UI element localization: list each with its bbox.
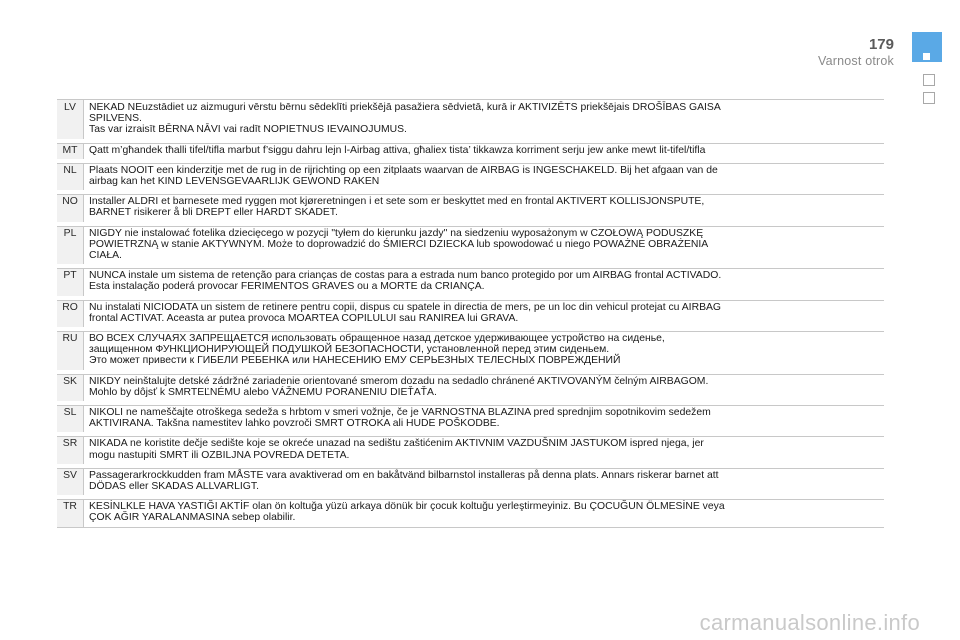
language-code: SL	[57, 403, 84, 434]
warning-line: NIKDY neinštalujte detské zádržné zariadenie orientované smerom dozadu na sedadlo chránené AKTIVOVANÝM čelným AIRBAGOM.	[89, 375, 709, 387]
warning-row	[57, 266, 884, 297]
warning-line: frontal ACTIVAT. Aceasta ar putea provoca MOARTEA COPILULUI sau RANIREA lui GRAVA.	[89, 312, 519, 324]
warning-row	[57, 497, 884, 527]
warning-text	[84, 141, 885, 161]
tab-marker-icon	[923, 53, 930, 60]
warning-text	[84, 298, 885, 329]
language-code: NO	[57, 192, 84, 223]
language-code: SV	[57, 466, 84, 497]
warning-line: mogu nastupiti SMRT ili OZBILJNA POVREDA DETETA.	[89, 449, 350, 461]
warning-line: Mohlo by dôjsť k SMRTEĽNÉMU alebo VÁŽNEMU PORANENIU DIEŤAŤA.	[89, 386, 437, 398]
page-number: 179	[868, 36, 894, 53]
warning-line: BARNET risikerer å bli DREPT eller HARDT SKADET.	[89, 207, 338, 219]
warning-line: SPILVENS.	[89, 113, 142, 125]
language-code: SK	[57, 372, 84, 403]
language-code: LV	[57, 100, 84, 141]
warning-line: CIAŁA.	[89, 250, 122, 262]
warning-line: NIGDY nie instalować fotelika dziecięcego w pozycji "tyłem do kierunku jazdy" na siedzeniu wyposażonym w CZOŁOWĄ PODUSZKĘ	[89, 227, 704, 239]
warning-line: Tas var izraisīt BĒRNA NĀVI vai radīt NOPIETNUS IEVAINOJUMUS.	[89, 124, 407, 136]
language-code: SR	[57, 434, 84, 465]
warning-text	[84, 497, 885, 527]
warning-row	[57, 141, 884, 161]
warning-text	[84, 161, 885, 192]
chapter-tab-active[interactable]	[912, 32, 942, 62]
warning-line: ВО ВСЕХ СЛУЧАЯХ ЗАПРЕЩАЕТСЯ использовать обращенное назад детское удерживающее устройство на сиденье,	[89, 333, 665, 345]
warning-text	[84, 466, 885, 497]
chapter-tab[interactable]	[923, 74, 935, 86]
language-code: TR	[57, 497, 84, 527]
language-code: RO	[57, 298, 84, 329]
warning-row	[57, 434, 884, 465]
warning-row	[57, 192, 884, 223]
warning-row	[57, 161, 884, 192]
warning-line: Plaats NOOIT een kinderzitje met de rug in de rijrichting op een zitplaats waarvan de AIRBAG is INGESCHAKELD. Bij het afgaan van de	[89, 164, 718, 176]
language-code: PL	[57, 224, 84, 267]
warning-line: POWIETRZNĄ w stanie AKTYWNYM. Może to doprowadzić do ŚMIERCI DZIECKA lub spowodować u niego POWAŻNE OBRAŻENIA	[89, 238, 709, 250]
language-code: MT	[57, 141, 84, 161]
warning-text	[84, 266, 885, 297]
section-title: Varnost otrok	[817, 54, 894, 68]
warning-line: защищенном ФУНКЦИОНИРУЮЩЕЙ ПОДУШКОЙ БЕЗОПАСНОСТИ, установленной перед этим сиденьем.	[89, 344, 610, 356]
warning-line: Esta instalação poderá provocar FERIMENTOS GRAVES ou a MORTE da CRIANÇA.	[89, 281, 485, 293]
warning-row	[57, 100, 884, 141]
language-code: PT	[57, 266, 84, 297]
warning-line: Passagerarkrockkudden fram MÅSTE vara avaktiverad om en bakåtvänd bilbarnstol installeras på denna plats. Annars riskerar barnet att	[89, 469, 719, 481]
warning-line: DÖDAS eller SKADAS ALLVARLIGT.	[89, 481, 259, 493]
warning-line: NUNCA instale um sistema de retenção para crianças de costas para a estrada num banco protegido por um AIRBAG frontal ACTIVADO.	[89, 270, 722, 282]
warning-text	[84, 403, 885, 434]
watermark: carmanualsonline.info	[699, 610, 920, 635]
warning-line: airbag kan het KIND LEVENSGEVAARLIJK GEWOND RAKEN	[89, 176, 380, 188]
warning-line: AKTIVIRANA. Takšna namestitev lahko povzroči SMRT OTROKA ali HUDE POŠKODBE.	[89, 418, 500, 430]
warning-line: Это может привести к ГИБЕЛИ РЕБЕНКА или НАНЕСЕНИЮ ЕМУ СЕРЬЕЗНЫХ ТЕЛЕСНЫХ ПОВРЕЖДЕНИЙ	[89, 355, 621, 367]
language-code: NL	[57, 161, 84, 192]
warning-row	[57, 298, 884, 329]
warning-line: ÇOK AĞIR YARALANMASINA sebep olabilir.	[89, 512, 296, 524]
warning-line: NEKAD NEuzstādiet uz aizmuguri vērstu bērnu sēdeklīti priekšējā pasažiera sēdvietā, kurā ir AKTIVIZĒTS priekšējais DROŠĪBAS GAISA	[89, 102, 721, 113]
warning-row	[57, 372, 884, 403]
warning-text	[84, 224, 885, 267]
warning-text	[84, 434, 885, 465]
warning-text	[84, 192, 885, 223]
warning-row	[57, 403, 884, 434]
warning-text	[84, 372, 885, 403]
airbag-warning-table	[57, 99, 884, 528]
warning-row	[57, 224, 884, 267]
warning-text	[84, 100, 885, 141]
warning-line: Qatt m’għandek tħalli tifel/tifla marbut f’siggu dahru lejn l-Airbag attiva, għaliex tista’ tikkawza korriment serju jew anke mewt lit-tifel/tifla	[89, 144, 706, 156]
warning-line: NIKADA ne koristite dečje sedište koje se okreće unazad na sedištu zaštićenim AKTIVNIM VAZDUŠNIM JASTUKOM ispred njega, jer	[89, 438, 704, 450]
warning-row	[57, 329, 884, 372]
chapter-tab[interactable]	[923, 92, 935, 104]
warning-row	[57, 466, 884, 497]
warning-text	[84, 329, 885, 372]
language-code: RU	[57, 329, 84, 372]
warning-line: KESİNLKLE HAVA YASTIĞI AKTİF olan ön koltuğa yüzü arkaya dönük bir çocuk koltuğu yerleştirmeyiniz. Bu ÇOCUĞUN ÖLMESİNE veya	[89, 501, 725, 513]
warning-line: NIKOLI ne nameščajte otroškega sedeža s hrbtom v smeri vožnje, če je VARNOSTNA BLAZINA pred sprednjim sopotnikovim sedežem	[89, 407, 711, 419]
warning-line: Nu instalati NICIODATA un sistem de retinere pentru copii, dispus cu spatele in directia de mers, pe un loc din vehicul protejat cu AIRBAG	[89, 301, 722, 313]
warning-line: Installer ALDRI et barnesete med ryggen mot kjøreretningen i et sete som er beskyttet med en frontal AKTIVERT KOLLISJONSPUTE,	[89, 196, 705, 208]
